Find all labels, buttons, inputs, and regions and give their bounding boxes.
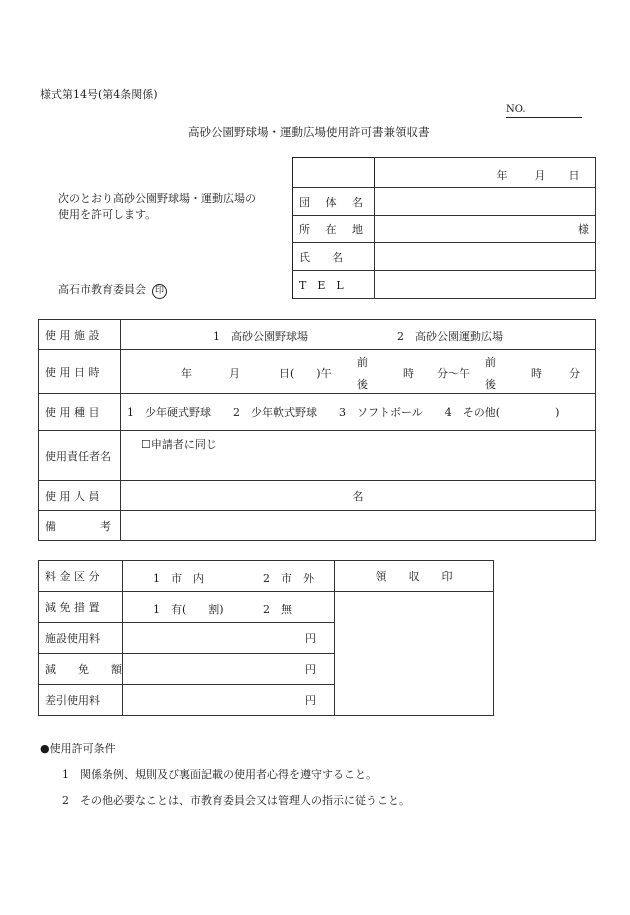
reduction-option-1[interactable]: 1 有( 割) [153, 603, 224, 616]
category-option-2[interactable]: 2 市 外 [263, 572, 314, 585]
address-label: 所 在 地 [293, 216, 375, 243]
category-label: 料 金 区 分 [39, 561, 123, 592]
fees-table [38, 560, 494, 716]
datetime-label: 使 用 日 時 [39, 350, 121, 394]
issuer-name: 高石市教育委員会 [58, 283, 146, 296]
seal-mark: 印 [152, 284, 167, 299]
same-as-applicant-checkbox[interactable]: ☐申請者に同じ [141, 438, 217, 451]
group-name-label: 団 体 名 [293, 188, 375, 216]
dt-hour: 時 [403, 367, 414, 380]
applicant-table [292, 157, 596, 299]
type-label: 使 用 種 目 [39, 394, 121, 431]
name-field[interactable] [375, 243, 596, 271]
date-day: 日 [568, 168, 580, 182]
facility-fee-label: 施設使用料 [39, 623, 123, 654]
facility-fee-field[interactable]: 円 [123, 623, 335, 654]
am-marker-1: 前 [357, 356, 368, 369]
dt-year: 年 [181, 367, 192, 380]
am-marker-2: 前 [485, 356, 496, 369]
category-option-1[interactable]: 1 市 内 [153, 572, 204, 585]
permit-text-line1: 次のとおり高砂公園野球場・運動広場の [58, 192, 256, 205]
condition-item-1: 1 関係条例、規則及び裏面記載の使用者心得を遵守すること。 [62, 768, 377, 781]
net-fee-label: 差引使用料 [39, 685, 123, 716]
receipt-stamp-area[interactable] [335, 592, 494, 716]
receipt-stamp-label: 領 収 印 [335, 561, 494, 592]
dt-min-to: 分〜午 [437, 367, 470, 380]
permit-text-line2: 使用を許可します。 [58, 208, 157, 221]
honorific: 様 [578, 223, 589, 236]
pm-marker-1: 後 [357, 378, 368, 391]
type-options[interactable]: 1 少年硬式野球 2 少年軟式野球 3 ソフトボール 4 その他( ) [121, 394, 596, 431]
reduction-amount-field[interactable]: 円 [123, 654, 335, 685]
group-name-field[interactable] [375, 188, 596, 216]
people-label: 使 用 人 員 [39, 481, 121, 511]
remarks-label: 備 考 [39, 511, 121, 541]
serial-number-underline [506, 117, 582, 118]
date-year: 年 [496, 168, 508, 182]
net-fee-field[interactable]: 円 [123, 685, 335, 716]
reduction-option-2[interactable]: 2 無 [263, 603, 292, 616]
form-number: 様式第14号(第4条関係) [40, 88, 158, 101]
issuer [58, 281, 167, 299]
category-options[interactable] [123, 561, 335, 592]
people-unit: 名 [352, 489, 364, 503]
people-field[interactable] [121, 481, 596, 511]
reduction-label: 減 免 措 置 [39, 592, 123, 623]
dt-month: 月 [229, 367, 240, 380]
reduction-options[interactable] [123, 592, 335, 623]
datetime-field[interactable] [121, 350, 596, 394]
facility-option-2[interactable]: 2 高砂公園運動広場 [397, 330, 503, 343]
dt-min-2: 分 [569, 367, 580, 380]
tel-label: T E L [293, 271, 375, 299]
date-cell [375, 158, 596, 188]
pm-marker-2: 後 [485, 378, 496, 391]
name-label: 氏 名 [293, 243, 375, 271]
dt-day: 日( )午 [279, 367, 332, 380]
serial-number-label: NO. [506, 104, 526, 115]
facility-label: 使 用 施 設 [39, 320, 121, 350]
manager-label: 使用責任者名 [39, 431, 121, 481]
facility-options[interactable] [121, 320, 596, 350]
date-month: 月 [534, 168, 546, 182]
facility-option-1[interactable]: 1 高砂公園野球場 [213, 330, 308, 343]
condition-item-2: 2 その他必要なことは、市教育委員会又は管理人の指示に従うこと。 [62, 794, 410, 807]
dt-hour-2: 時 [531, 367, 542, 380]
address-field[interactable] [375, 216, 596, 243]
remarks-field[interactable] [121, 511, 596, 541]
document-title: 高砂公園野球場・運動広場使用許可書兼領収書 [188, 125, 430, 139]
reduction-amount-label: 減 免 額 [39, 654, 123, 685]
tel-field[interactable] [375, 271, 596, 299]
manager-field[interactable] [121, 431, 596, 481]
conditions-heading: ●使用許可条件 [40, 742, 116, 755]
usage-table [38, 319, 596, 541]
